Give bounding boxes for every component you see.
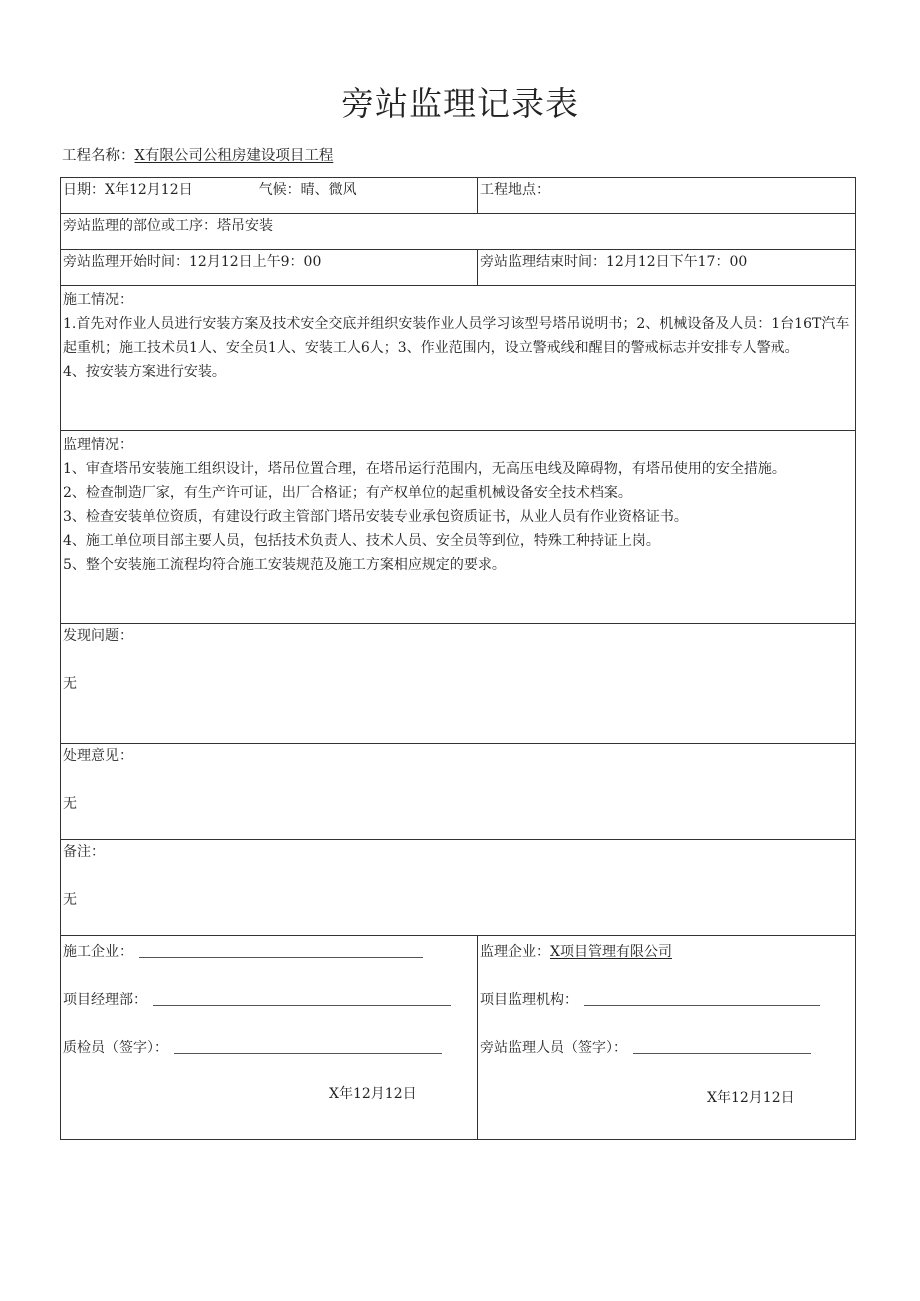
project-name-line bbox=[62, 144, 333, 165]
construction-cell bbox=[61, 286, 856, 431]
project-manager-line bbox=[63, 988, 451, 1012]
construction-line-1: 1.首先对作业人员进行安装方案及技术安全交底并组织安装作业人员学习该型号塔吊说明书；2、机械设备及人员：1台16T汽车起重机；施工技术员1人、安全员1人、安装工人6人；3、作业范围内，设立警戒线和醒目的警戒标志并安排专人警戒。 bbox=[63, 316, 850, 356]
contractor-signature-cell bbox=[61, 936, 478, 1140]
handling-cell bbox=[61, 744, 856, 840]
supervision-row bbox=[61, 431, 856, 624]
construction-heading: 施工情况： bbox=[63, 292, 133, 308]
handling-heading: 处理意见： bbox=[63, 748, 133, 764]
remarks-heading: 备注： bbox=[63, 844, 105, 860]
inspector-signature-blank[interactable] bbox=[174, 1043, 442, 1054]
inspector-label: 质检员（签字）： bbox=[63, 1040, 168, 1056]
supervision-line-5: 5、整个安装施工流程均符合施工安装规范及施工方案相应规定的要求。 bbox=[63, 557, 506, 573]
remarks-cell bbox=[61, 840, 856, 936]
onsite-supervisor-line bbox=[480, 1036, 811, 1060]
location-cell bbox=[478, 178, 856, 214]
issues-heading: 发现问题： bbox=[63, 628, 133, 644]
record-table bbox=[60, 177, 856, 1140]
weather-field: 气候：晴、微风 bbox=[258, 182, 357, 198]
issues-value: 无 bbox=[63, 676, 77, 692]
time-row bbox=[61, 250, 856, 286]
contractor-date: X年12月12日 bbox=[329, 1086, 417, 1102]
end-time-cell bbox=[478, 250, 856, 286]
supervisor-company-label: 监理企业： bbox=[480, 944, 550, 960]
start-time-field: 旁站监理开始时间：12月12日上午9：00 bbox=[63, 254, 322, 270]
handling-value: 无 bbox=[63, 796, 77, 812]
supervision-line-1: 1、审查塔吊安装施工组织设计，塔吊位置合理，在塔吊运行范围内，无高压电线及障碍物，有塔吊使用的安全措施。 bbox=[63, 461, 786, 477]
onsite-supervisor-blank[interactable] bbox=[633, 1043, 811, 1054]
supervision-agency-blank[interactable] bbox=[584, 995, 820, 1006]
supervisor-date: X年12月12日 bbox=[707, 1090, 795, 1106]
supervision-line-4: 4、施工单位项目部主要人员，包括技术负责人、技术人员、安全员等到位，特殊工种持证上岗。 bbox=[63, 533, 660, 549]
start-time-cell bbox=[61, 250, 478, 286]
signature-row bbox=[61, 936, 856, 1140]
construction-row bbox=[61, 286, 856, 431]
issues-cell bbox=[61, 624, 856, 744]
onsite-supervisor-label: 旁站监理人员（签字）： bbox=[480, 1040, 627, 1056]
date-weather-row bbox=[61, 178, 856, 214]
part-cell bbox=[61, 214, 856, 250]
end-time-field: 旁站监理结束时间：12月12日下午17：00 bbox=[480, 254, 748, 270]
project-name-label: 工程名称： bbox=[62, 148, 135, 164]
supervisor-company-line bbox=[480, 940, 672, 964]
contractor-company-label: 施工企业： bbox=[63, 944, 133, 960]
issues-row bbox=[61, 624, 856, 744]
form-title: 旁站监理记录表 bbox=[341, 84, 579, 123]
remarks-row bbox=[61, 840, 856, 936]
supervisor-company-value: X项目管理有限公司 bbox=[550, 944, 672, 960]
location-field: 工程地点： bbox=[480, 182, 550, 198]
part-row bbox=[61, 214, 856, 250]
supervision-cell bbox=[61, 431, 856, 624]
date-field: 日期：X年12月12日 bbox=[63, 182, 193, 198]
supervision-agency-label: 项目监理机构： bbox=[480, 992, 578, 1008]
project-manager-blank[interactable] bbox=[153, 995, 451, 1006]
supervision-heading: 监理情况： bbox=[63, 437, 133, 453]
supervision-line-2: 2、检查制造厂家，有生产许可证，出厂合格证；有产权单位的起重机械设备安全技术档案。 bbox=[63, 485, 632, 501]
supervision-agency-line bbox=[480, 988, 820, 1012]
date-weather-cell bbox=[61, 178, 478, 214]
inspector-line bbox=[63, 1036, 442, 1060]
handling-row bbox=[61, 744, 856, 840]
construction-line-2: 4、按安装方案进行安装。 bbox=[63, 364, 226, 380]
supervision-line-3: 3、检查安装单位资质，有建设行政主管部门塔吊安装专业承包资质证书，从业人员有作业资格证书。 bbox=[63, 509, 688, 525]
contractor-company-blank[interactable] bbox=[139, 947, 423, 958]
project-name-value: X有限公司公租房建设项目工程 bbox=[134, 148, 334, 164]
project-manager-label: 项目经理部： bbox=[63, 992, 147, 1008]
contractor-company-line bbox=[63, 940, 423, 964]
remarks-value: 无 bbox=[63, 892, 77, 908]
part-field: 旁站监理的部位或工序：塔吊安装 bbox=[63, 218, 273, 234]
supervisor-signature-cell bbox=[478, 936, 856, 1140]
